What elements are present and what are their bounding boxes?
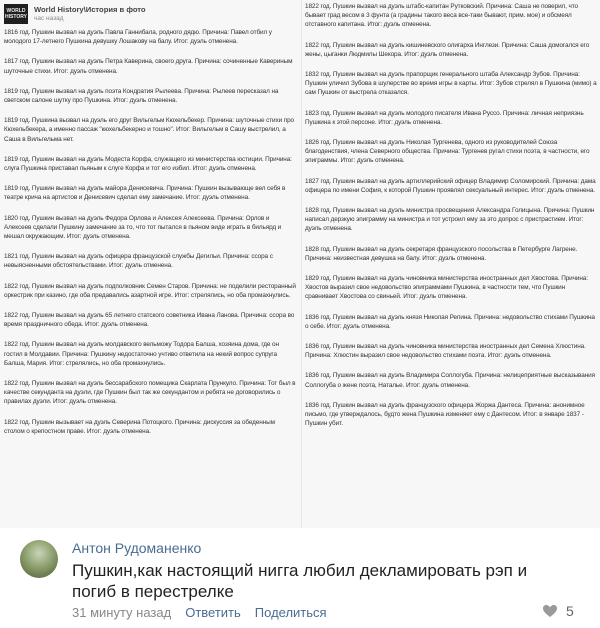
duel-entry: 1822 год. Пушкин вызвал на дуэль подполковник Семен Старов. Причина: не поделили ресторанный оркестрик при казино, где оба предавались азартной игре. Итог: стрелялись, но оба промахнулись.	[4, 282, 296, 299]
duel-entry: 1819 год. Пушкин вызвал на дуэль поэта Кондратия Рылеева. Причина: Рылеев пересказал на светском салоне шутку про Пушкина. Итог: дуэль отменена.	[4, 87, 279, 105]
comment-time[interactable]: 31 минуту назад	[72, 605, 172, 620]
right-column	[305, 2, 597, 440]
comment-meta	[72, 605, 327, 620]
like-count: 5	[566, 603, 574, 619]
post-header	[4, 2, 146, 26]
duel-entry: 1836 год. Пушкин вызвал на дуэль князя Николая Репина. Причина: недовольство стихами Пушкина о себе. Итог: дуэль отменена.	[305, 313, 595, 330]
logo-line-2: HISTORY	[5, 14, 27, 20]
duel-entry: 1819 год. Пушкин вызвал на дуэль Модеста Корфа, служащего из министерства юстиции. Причина: слуга Пушкина приставал пьяным к слуге Корфа и тот его избил. Итог: дуэль отменена.	[4, 155, 292, 173]
duel-entry: 1820 год. Пушкин вызвал на дуэль Федора Орлова и Алексея Алексеева. Причина: Орлов и Алексеев сделали Пушкину замечание за то, что тот пытался в пьяном виде играть в бильярд и мешал окружающим. Итог: дуэль отменена.	[4, 214, 282, 241]
share-button[interactable]: Поделиться	[254, 605, 327, 620]
duel-entry: 1822 год. Пушкин вызвал на дуэль молдавского вельможу Тодора Балша, хозяина дома, где он гостил в Молдавии. Причина: Пушкину недостаточно учтиво ответила на некий вопрос супруга Балша, Мария. Итог: стрелялись, но оба промахнулись.	[4, 341, 279, 367]
duel-entry: 1822 год. Пушкин вызвал на дуэль штабс-капитан Рутковский. Причина: Саша не поверил, что бывает град весом в 3 фунта (а градины такого веса все-таки бывают, прим. мое) и обсмеял отставного капитана. Итог: дуэль отменена.	[305, 3, 578, 29]
logo-line-1: WORLD	[6, 8, 26, 14]
duel-entry: 1836 год. Пушкин вызвал на дуэль Владимира Соллогуба. Причина: нелицеприятные высказывания Соллогуба о жене поэта, Наталье. Итог: дуэль отменена.	[305, 372, 595, 389]
community-name[interactable]: World History\История в фото	[34, 5, 146, 14]
post-time: час назад	[34, 15, 64, 22]
duel-entry: 1822 год. Пушкин вызвал на дуэль 65 летнего статского советника Ивана Ланова. Причина: ссора во время праздничного обеда. Итог: дуэль отменена.	[4, 312, 295, 329]
duel-entry: 1827 год. Пушкин вызвал на дуэль артиллерийский офицер Владимир Соломирский. Причина: дама офицера по имени София, к которой Пушкин проявлял сексуальный интерес. Итог: дуэль отменена.	[305, 177, 596, 194]
duel-entry: 1836 год. Пушкин вызвал на дуэль французского офицера Жоржа Дантеса. Причина: анонимное письмо, где утверждалось, будто жена Пушкина изменяет ему с Дантесом. Итог: в январе 1837 - Пушкин убит.	[305, 401, 585, 428]
duel-entry: 1817 год. Пушкин вызвал на дуэль Петра Каверина, своего друга. Причина: сочиненные Кавериным шуточные стихи. Итог: дуэль отменена.	[4, 58, 293, 75]
duel-entry: 1826 год. Пушкин вызвал на дуэль Николая Тургенева, одного из руководителей Союза благоденствия, члена Северного общества. Причина: Тургенев ругал стихи поэта, в частности, его эпиграммы. Итог: дуэль отменена.	[305, 139, 590, 165]
duel-entry: 1836 год. Пушкин вызвал на дуэль чиновника министерства иностранных дел Семена Хлюстина. Причина: Хлюстин выразил свое недовольство стихами поэта. Итог: дуэль отменена.	[305, 343, 586, 360]
reply-button[interactable]: Ответить	[185, 605, 241, 620]
duel-entry: 1822 год. Пушкин вызывает на дуэль Северина Потоцкого. Причина: дискуссия за обеденным столом о крепостном праве. Итог: дуэль отменена.	[4, 418, 275, 435]
left-column	[4, 28, 296, 447]
duel-entry: 1828 год. Пушкин вызвал на дуэль министра просвещения Александра Голицына. Причина: Пушкин написал дерзкую эпиграмму на министра и тот устроил ему за это допрос с пристрастием. Итог: дуэль отменена.	[305, 207, 595, 233]
duel-entry: 1829 год. Пушкин вызвал на дуэль чиновника министерства иностранных дел Хвостова. Причина: Хвостов выразил свое недовольство эпиграммами Пушкина, в частности тем, что Пушкин сравнивает Хвостова со свиньей. Итог: дуэль отменена.	[305, 275, 588, 301]
duel-entry: 1816 год. Пушкин вызвал на дуэль Павла Ганнибала, родного дядю. Причина: Павел отбил у молодого 17-летнего Пушкина девушку Лошакову на балу. Итог: дуэль отменена.	[4, 29, 272, 46]
duel-entry: 1821 год. Пушкин вызвал на дуэль офицера французской службы Дегильи. Причина: ссора с невыясненными обстоятельствами. Итог: дуэль отменена.	[4, 253, 273, 270]
duel-entry: 1828 год. Пушкин вызвал на дуэль секретаря французского посольства в Петербурге Лагрене. Причина: неизвестная девушка на балу. Итог: дуэль отменена.	[305, 245, 578, 262]
duel-entry: 1819 год. Пушкин вызвал на дуэль майора Денисевича. Причина: Пушкин вызывающе вел себя в театре крича на артистов и Денисевич сделал ему замечание. Итог: дуэль отменена.	[4, 185, 286, 202]
avatar[interactable]	[20, 540, 58, 578]
duel-entry: 1823 год. Пушкин вызвал на дуэль молодого писателя Ивана Руссо. Причина: личная неприязнь Пушкина к этой персоне. Итог: дуэль отменена.	[305, 109, 584, 126]
community-logo[interactable]	[4, 4, 28, 24]
like-button[interactable]	[542, 603, 574, 619]
comment-text: Пушкин,как настоящий нигга любил декламировать рэп и погиб в перестрелке	[72, 561, 528, 601]
column-divider	[301, 0, 302, 528]
duel-entry: 1822 год. Пушкин вызвал на дуэль бессарабского помещика Скарлата Прункуло. Причина: Тот был в качестве секунданта на дуэли, где Пушкин был так же секундантом и ребята не договорились о правилах дуэли. Итог: дуэль отменена.	[4, 380, 296, 406]
duel-entry: 1819 год. Пушкина вызвал на дуэль его друг Вильгельм Кюхельбекер. Причина: шуточные стихи про Кюхельбекера, а именно пассаж "кюхельбекерно и тошно". Итог: Вильгельм в Сашу выстрелил, а Саша в Вильгельма нет.	[4, 117, 294, 143]
duel-entry: 1832 год. Пушкин вызвал на дуэль прапорщик генерального штаба Александр Зубов. Причина: Пушкин уличил Зубова в шулерстве во время игры в карты. Итог: Зубов стрелял в Пушкина (мимо) а сам Пушкин от выстрела отказался.	[305, 71, 597, 97]
heart-icon	[542, 604, 558, 618]
duel-entry: 1822 год. Пушкин вызвал на дуэль кишиневского олигарха Инглези. Причина: Саша домогался его жены, цыганки Людмилы Шекора. Итог: дуэль отменена.	[305, 41, 590, 58]
comment-author[interactable]: Антон Рудоманенко	[72, 540, 202, 556]
